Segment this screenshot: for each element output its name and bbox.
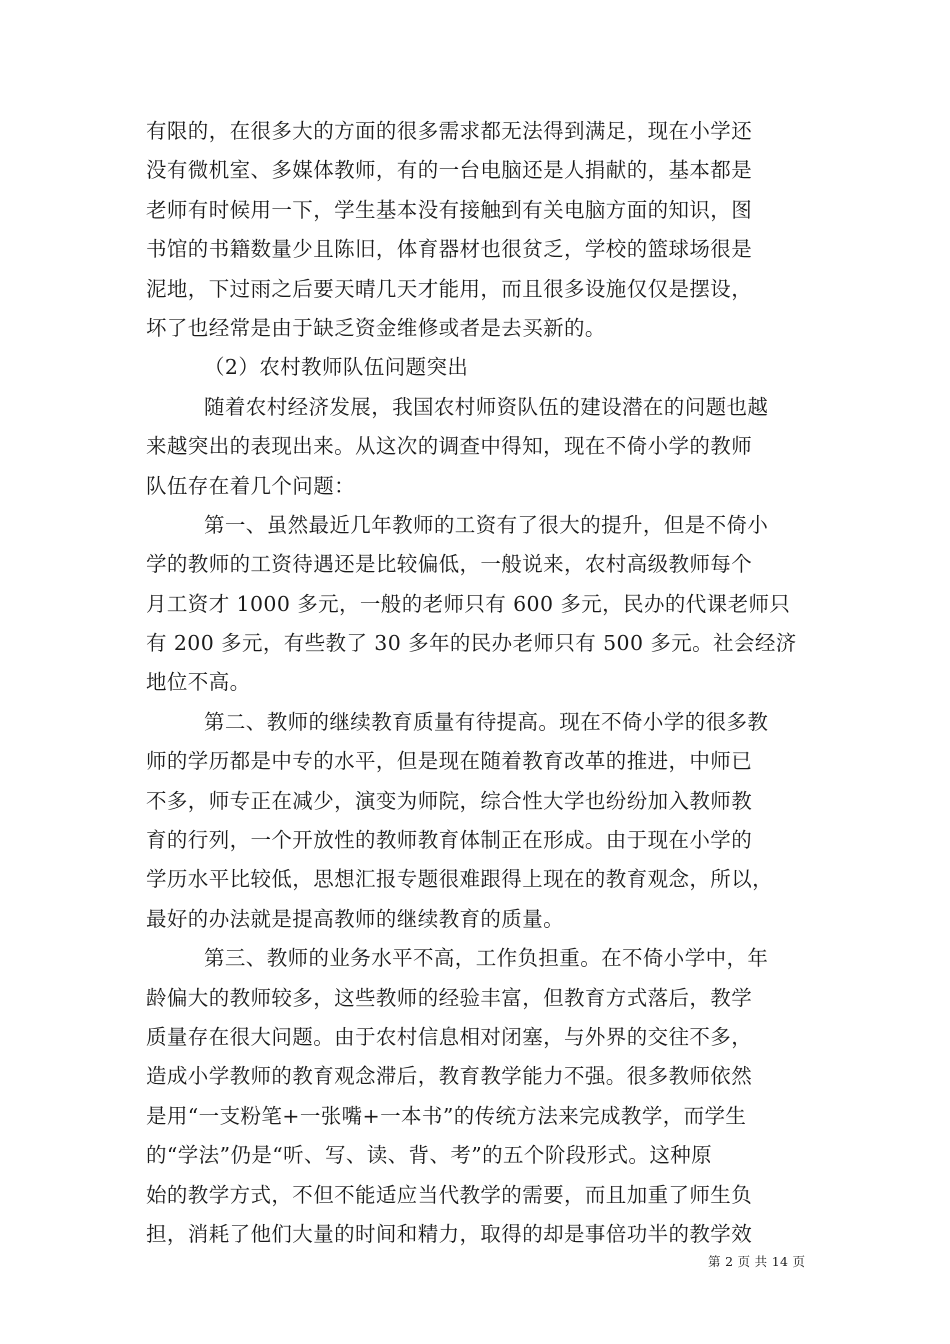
page-indicator: 第 2 页 共 14 页 [708, 1254, 806, 1269]
text-line: 质量存在很大问题。由于农村信息相对闭塞，与外界的交往不多， [146, 1024, 753, 1049]
text-line: 始的教学方式，不但不能适应当代教学的需要，而且加重了师生负 [146, 1182, 753, 1207]
text-line: 有 200 多元，有些教了 30 多年的民办老师只有 500 多元。社会经济 [146, 631, 797, 656]
text-line: 第二、教师的继续教育质量有待提高。现在不倚小学的很多教 [204, 709, 769, 734]
text-line: 学历水平比较低，思想汇报专题很难跟得上现在的教育观念，所以， [146, 867, 773, 892]
text-line: 造成小学教师的教育观念滞后，教育教学能力不强。很多教师依然 [146, 1064, 753, 1089]
text-line: 的“学法”仍是“听、写、读、背、考”的五个阶段形式。这种原 [146, 1143, 713, 1168]
text-line: 老师有时候用一下，学生基本没有接触到有关电脑方面的知识，图 [146, 197, 753, 222]
section-heading: （2）农村教师队伍问题突出 [204, 355, 469, 380]
text-line: 书馆的书籍数量少且陈旧，体育器材也很贫乏，学校的篮球场很是 [146, 237, 753, 262]
text-line: 师的学历都是中专的水平，但是现在随着教育改革的推进，中师已 [146, 749, 753, 774]
text-line: 龄偏大的教师较多，这些教师的经验丰富，但教育方式落后，教学 [146, 985, 753, 1010]
text-line: 第一、虽然最近几年教师的工资有了很大的提升，但是不倚小 [204, 512, 769, 537]
text-line: 月工资才 1000 多元，一般的老师只有 600 多元，民办的代课老师只 [146, 591, 791, 616]
text-line: 育的行列，一个开放性的教师教育体制正在形成。由于现在小学的 [146, 828, 753, 853]
text-line: 来越突出的表现出来。从这次的调查中得知，现在不倚小学的教师 [146, 434, 753, 459]
text-line: 担，消耗了他们大量的时间和精力，取得的却是事倍功半的教学效 [146, 1221, 753, 1246]
text-line: 坏了也经常是由于缺乏资金维修或者是去买新的。 [146, 315, 606, 340]
text-line: 泥地，下过雨之后要天晴几天才能用，而且很多设施仅仅是摆设， [146, 276, 753, 301]
text-line: 队伍存在着几个问题： [146, 473, 355, 498]
text-line: 最好的办法就是提高教师的继续教育的质量。 [146, 906, 564, 931]
text-line: 是用“一支粉笔+一张嘴+一本书”的传统方法来完成教学，而学生 [146, 1103, 747, 1128]
text-line: 地位不高。 [146, 670, 251, 695]
text-line: 没有微机室、多媒体教师，有的一台电脑还是人捐献的，基本都是 [146, 158, 753, 183]
text-line: 随着农村经济发展，我国农村师资队伍的建设潜在的问题也越 [204, 394, 769, 419]
text-line: 不多，师专正在减少，演变为师院，综合性大学也纷纷加入教师教 [146, 788, 753, 813]
text-line: 学的教师的工资待遇还是比较偏低，一般说来，农村高级教师每个 [146, 552, 753, 577]
text-line: 第三、教师的业务水平不高，工作负担重。在不倚小学中，年 [204, 946, 769, 971]
text-line: 有限的，在很多大的方面的很多需求都无法得到满足，现在小学还 [146, 119, 753, 143]
body-text [146, 112, 810, 1254]
